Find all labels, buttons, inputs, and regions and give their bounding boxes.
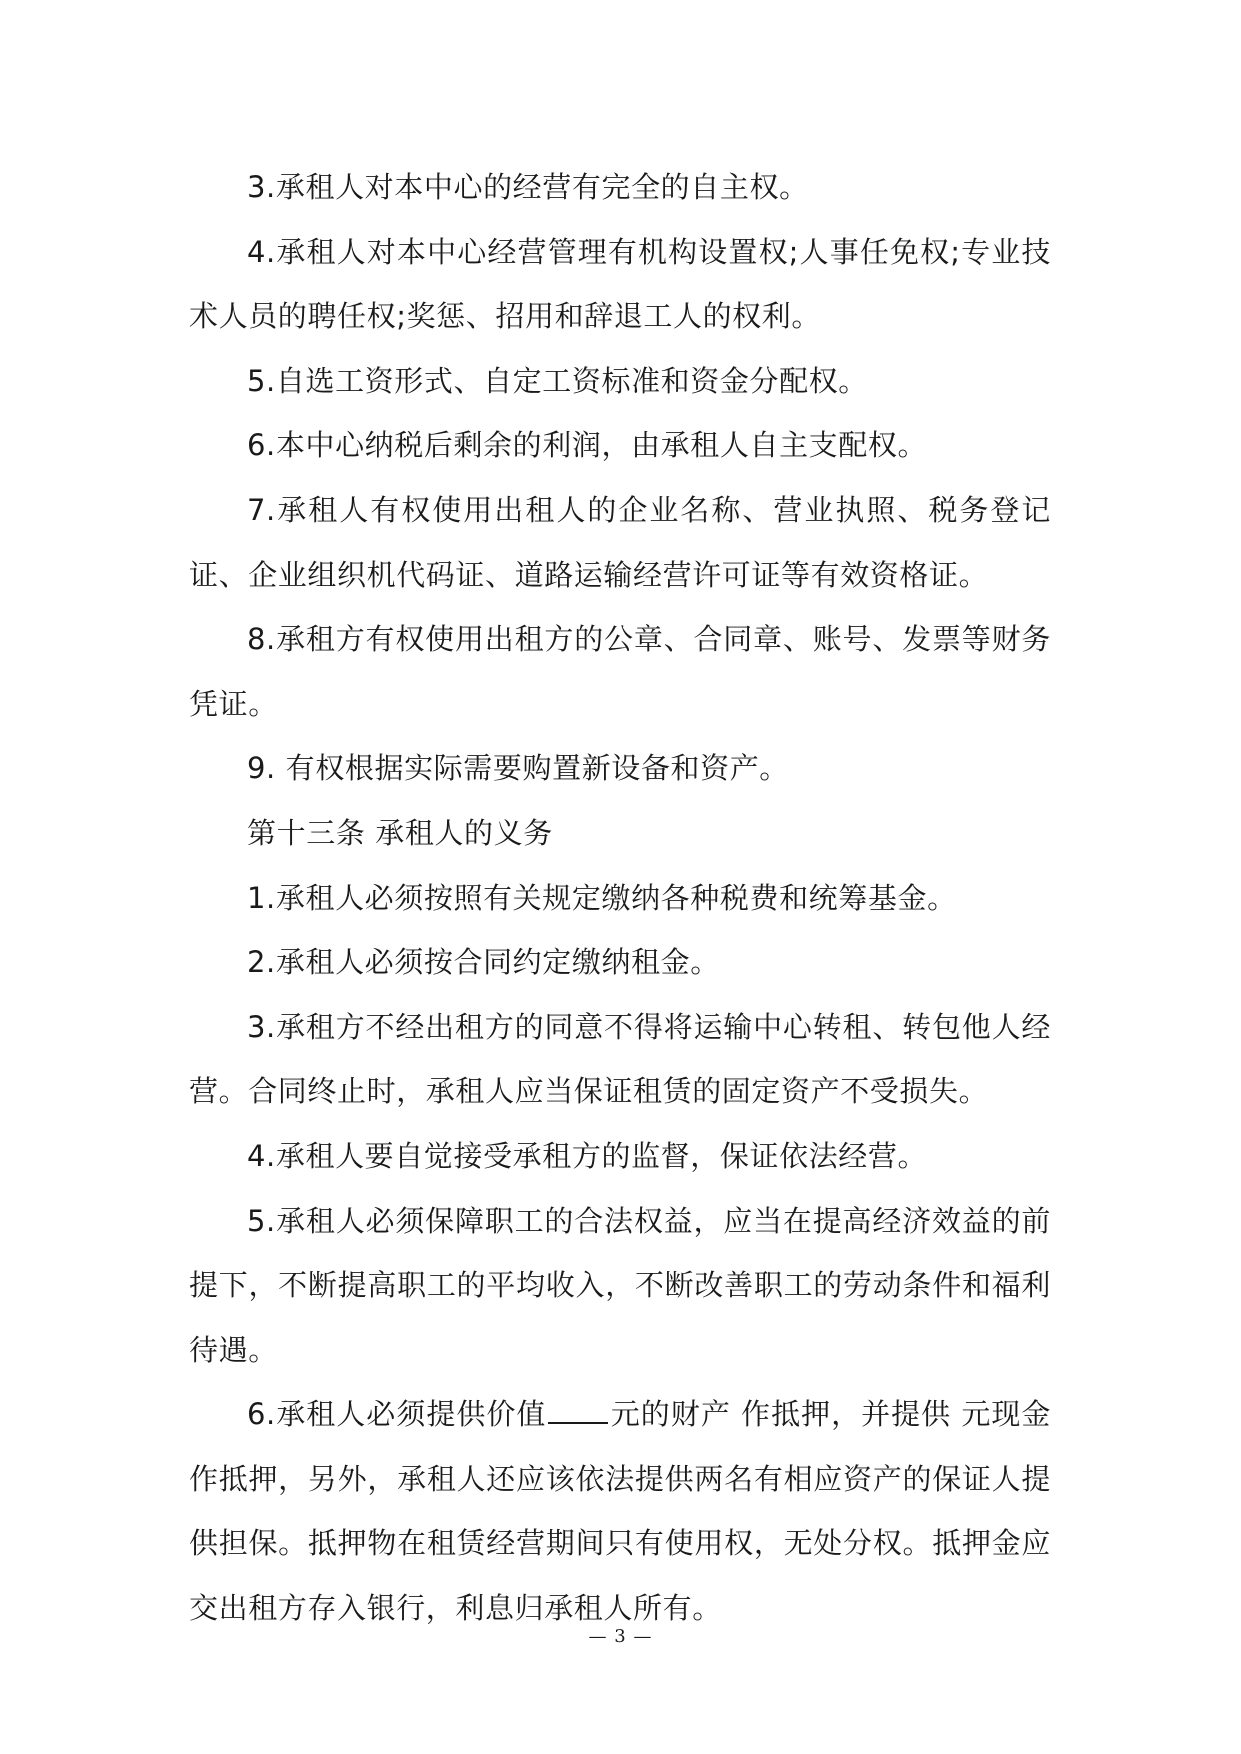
- paragraph-right-7: 7.承租人有权使用出租人的企业名称、营业执照、税务登记证、企业组织机代码证、道路运输经营许可证等有效资格证。: [189, 492, 1051, 592]
- paragraph-right-3: 3.承租人对本中心的经营有完全的自主权。: [247, 170, 809, 204]
- paragraph-duty-3: 3.承租方不经出租方的同意不得将运输中心转租、转包他人经营。合同终止时，承租人应当保证租赁的固定资产不受损失。: [189, 1009, 1051, 1109]
- page-number: — 3 —: [588, 1626, 653, 1647]
- paragraph-duty-6: [189, 1382, 1051, 1640]
- article-heading: 第十三条 承租人的义务: [247, 815, 553, 850]
- paragraph-duty-5: 5.承租人必须保障职工的合法权益，应当在提高经济效益的前提下，不断提高职工的平均收入，不断改善职工的劳动条件和福利待遇。: [189, 1203, 1051, 1367]
- paragraph-duty-2: 2.承租人必须按合同约定缴纳租金。: [247, 945, 720, 980]
- document-body: [189, 155, 1051, 1641]
- paragraph-right-5: 5.自选工资形式、自定工资标准和资金分配权。: [247, 363, 868, 398]
- paragraph-right-4: 4.承租人对本中心经营管理有机构设置权;人事任免权;专业技术人员的聘任权;奖惩、招用和辞退工人的权利。: [189, 234, 1051, 334]
- paragraph-duty-6-rest: 元的财产 作抵押，并提供 元现金作抵押，另外，承租人还应该依法提供两名有相应资产的保证人提供担保。抵押物在租赁经营期间只有使用权，无处分权。抵押金应交出租方存入银行，利息归承租人所有。: [189, 1397, 1051, 1626]
- paragraph-right-8: 8.承租方有权使用出租方的公章、合同章、账号、发票等财务凭证。: [189, 622, 1051, 721]
- paragraph-right-6: 6.本中心纳税后剩余的利润，由承租人自主支配权。: [247, 428, 928, 463]
- paragraph-duty-1: 1.承租人必须按照有关规定缴纳各种税费和统筹基金。: [247, 880, 957, 915]
- paragraph-duty-6-start: 6.承租人必须提供价值: [247, 1397, 547, 1432]
- paragraph-duty-4: 4.承租人要自觉接受承租方的监督，保证依法经营。: [247, 1138, 928, 1173]
- fill-in-blank: [548, 1398, 608, 1424]
- paragraph-right-9: 9. 有权根据实际需要购置新设备和资产。: [247, 751, 789, 786]
